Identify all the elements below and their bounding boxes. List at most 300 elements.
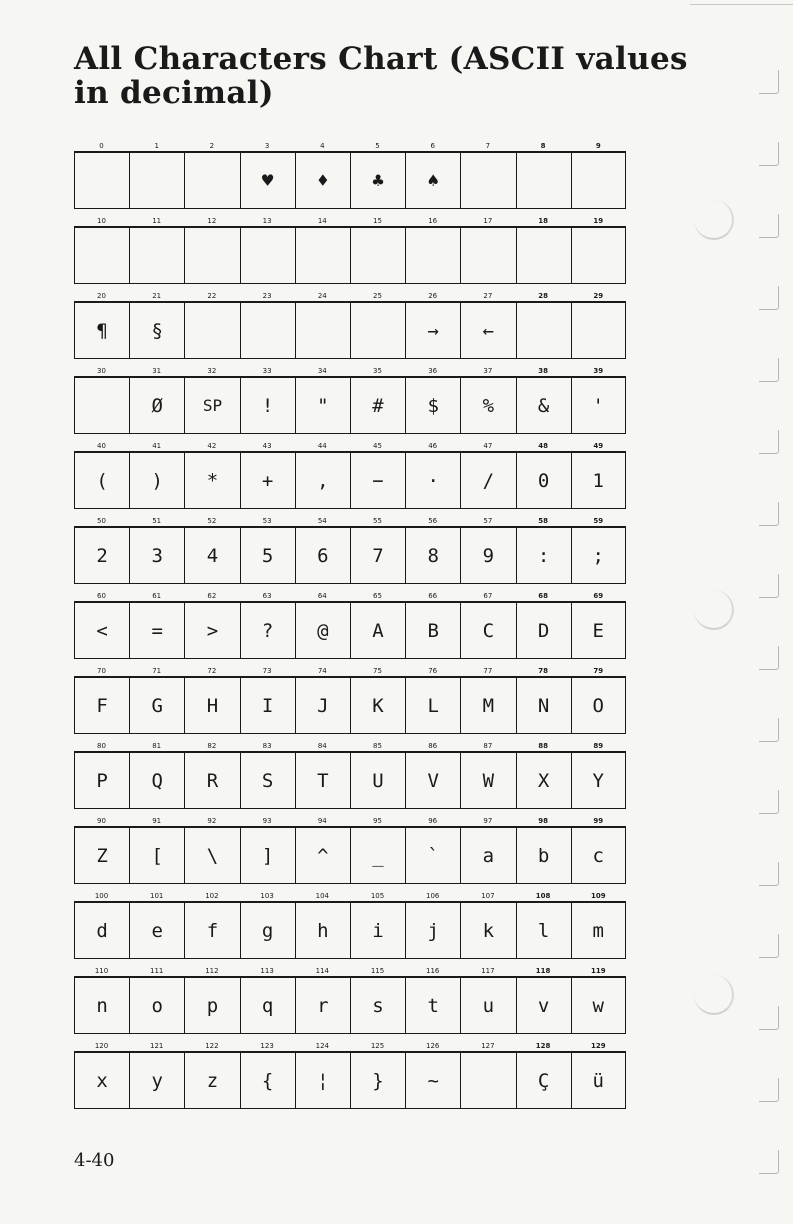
- character-cell: 6: [295, 528, 350, 583]
- ascii-code-label: 76: [428, 667, 438, 675]
- ascii-code-label: 121: [150, 1042, 164, 1050]
- binder-tab-mark: [759, 790, 779, 814]
- ascii-code-label: 46: [428, 442, 438, 450]
- ascii-code-label: 35: [373, 367, 382, 375]
- ascii-code-label: 73: [262, 667, 272, 675]
- ascii-code-label: 52: [207, 517, 217, 525]
- ascii-code-label: 91: [152, 817, 162, 825]
- character-cell: [: [129, 828, 184, 883]
- character-cell: w: [571, 978, 626, 1033]
- character-cell: [350, 303, 405, 358]
- character-cell: +: [240, 453, 295, 508]
- page-number: 4-40: [74, 1150, 115, 1171]
- character-cell: ): [129, 453, 184, 508]
- character-cell: →: [405, 303, 460, 358]
- character-cell: [184, 228, 239, 283]
- character-cell: 1: [571, 453, 626, 508]
- character-cell: ♥: [240, 153, 295, 208]
- binder-tab-mark: [759, 142, 779, 166]
- ascii-code-label: 72: [207, 667, 217, 675]
- character-cell: [460, 228, 515, 283]
- ascii-code-label: 87: [483, 742, 493, 750]
- character-cell: h: [295, 903, 350, 958]
- chart-row: [74, 441, 626, 516]
- binder-tab-mark: [759, 646, 779, 670]
- character-cell: [516, 153, 571, 208]
- binder-tab-mark: [759, 934, 779, 958]
- ascii-code-label: 71: [152, 667, 162, 675]
- ascii-code-label: 16: [428, 217, 438, 225]
- ascii-code-label: 127: [481, 1042, 495, 1050]
- ascii-code-label: 7: [485, 142, 491, 150]
- character-cell: [571, 303, 626, 358]
- ascii-code-label: 81: [152, 742, 162, 750]
- ascii-code-label: 82: [207, 742, 217, 750]
- character-cell: §: [129, 303, 184, 358]
- ascii-code-label: 85: [373, 742, 382, 750]
- character-cell: S: [240, 753, 295, 808]
- ascii-code-label: 80: [97, 742, 106, 750]
- ascii-code-label: 31: [152, 367, 162, 375]
- character-cell: ?: [240, 603, 295, 658]
- character-strip: [74, 1051, 626, 1109]
- character-cell: %: [460, 378, 515, 433]
- character-cell: j: [405, 903, 460, 958]
- character-cell: [74, 228, 129, 283]
- ascii-code-label: 56: [428, 517, 438, 525]
- character-cell: 9: [460, 528, 515, 583]
- ascii-code-label: 110: [94, 967, 109, 975]
- character-cell: SP: [184, 378, 239, 433]
- character-cell: 2: [74, 528, 129, 583]
- character-cell: o: [129, 978, 184, 1033]
- character-cell: E: [571, 603, 626, 658]
- ascii-code-label: 78: [538, 667, 548, 675]
- ascii-code-label: 23: [262, 292, 272, 300]
- character-cell: [405, 228, 460, 283]
- character-cell: v: [516, 978, 571, 1033]
- ascii-code-label: 58: [538, 517, 548, 525]
- character-cell: 7: [350, 528, 405, 583]
- character-cell: X: [516, 753, 571, 808]
- ascii-code-label: 74: [317, 667, 327, 675]
- ascii-code-label: 69: [593, 592, 604, 600]
- character-cell: {: [240, 1053, 295, 1108]
- character-cell: [571, 228, 626, 283]
- character-cell: ;: [571, 528, 626, 583]
- character-cell: 8: [405, 528, 460, 583]
- character-cell: C: [460, 603, 515, 658]
- character-cell: [74, 153, 129, 208]
- character-cell: y: [129, 1053, 184, 1108]
- binder-tab-mark: [759, 862, 779, 886]
- ascii-code-label: 122: [205, 1042, 219, 1050]
- character-cell: ': [571, 378, 626, 433]
- ascii-code-label: 41: [152, 442, 162, 450]
- character-cell: Y: [571, 753, 626, 808]
- ascii-code-label: 42: [207, 442, 217, 450]
- character-cell: ]: [240, 828, 295, 883]
- ascii-code-label: 63: [262, 592, 272, 600]
- ascii-code-label: 111: [150, 967, 164, 975]
- character-cell: t: [405, 978, 460, 1033]
- character-cell: ♣: [350, 153, 405, 208]
- character-strip: [74, 376, 626, 434]
- character-cell: \: [184, 828, 239, 883]
- ascii-code-label: 19: [593, 217, 604, 225]
- character-cell: K: [350, 678, 405, 733]
- ascii-code-label: 126: [426, 1042, 440, 1050]
- ascii-code-label: 53: [262, 517, 272, 525]
- character-cell: k: [460, 903, 515, 958]
- ascii-code-label: 125: [370, 1042, 385, 1050]
- character-cell: J: [295, 678, 350, 733]
- character-strip: [74, 901, 626, 959]
- character-cell: [460, 1053, 515, 1108]
- ascii-code-label: 103: [260, 892, 274, 900]
- ascii-code-label: 116: [426, 967, 440, 975]
- ascii-code-label: 108: [535, 892, 551, 900]
- character-cell: V: [405, 753, 460, 808]
- ascii-code-label: 59: [593, 517, 604, 525]
- character-cell: [129, 153, 184, 208]
- ascii-code-label: 33: [262, 367, 272, 375]
- binder-tab-mark: [759, 1006, 779, 1030]
- ascii-code-label: 45: [373, 442, 382, 450]
- character-cell: T: [295, 753, 350, 808]
- character-cell: D: [516, 603, 571, 658]
- ascii-code-label: 120: [94, 1042, 109, 1050]
- ascii-code-label: 65: [373, 592, 382, 600]
- ascii-code-label: 17: [483, 217, 493, 225]
- ascii-code-label: 67: [483, 592, 493, 600]
- ascii-code-label: 36: [428, 367, 438, 375]
- ascii-code-label: 96: [428, 817, 438, 825]
- character-cell: Z: [74, 828, 129, 883]
- binder-tab-mark: [759, 430, 779, 454]
- character-cell: i: [350, 903, 405, 958]
- ascii-code-label: 24: [317, 292, 327, 300]
- ascii-code-label: 99: [593, 817, 604, 825]
- character-cell: [516, 228, 571, 283]
- character-strip: [74, 301, 626, 359]
- ascii-code-label: 54: [317, 517, 327, 525]
- ascii-code-label: 113: [260, 967, 274, 975]
- character-cell: r: [295, 978, 350, 1033]
- ascii-code-label: 22: [207, 292, 217, 300]
- binder-tab-mark: [759, 214, 779, 238]
- ascii-code-label: 92: [207, 817, 217, 825]
- chart-row: [74, 366, 626, 441]
- ascii-code-label: 9: [595, 142, 601, 150]
- character-cell: x: [74, 1053, 129, 1108]
- ascii-code-label: 3: [264, 142, 270, 150]
- ascii-code-label: 60: [97, 592, 106, 600]
- ascii-code-label: 75: [373, 667, 382, 675]
- character-cell: $: [405, 378, 460, 433]
- ascii-code-label: 62: [207, 592, 217, 600]
- character-cell: Ç: [516, 1053, 571, 1108]
- character-cell: b: [516, 828, 571, 883]
- binder-tab-mark: [759, 1150, 779, 1174]
- ascii-code-label: 101: [150, 892, 164, 900]
- character-cell: (: [74, 453, 129, 508]
- character-strip: [74, 451, 626, 509]
- ascii-code-label: 102: [205, 892, 219, 900]
- character-cell: =: [129, 603, 184, 658]
- ascii-code-label: 12: [207, 217, 217, 225]
- ascii-code-label: 118: [535, 967, 551, 975]
- character-cell: :: [516, 528, 571, 583]
- character-cell: [295, 303, 350, 358]
- ascii-code-label: 15: [373, 217, 382, 225]
- ascii-code-label: 1: [154, 142, 159, 150]
- ascii-code-label: 109: [590, 892, 606, 900]
- ascii-code-label: 119: [590, 967, 606, 975]
- binder-tab-mark: [759, 286, 779, 310]
- character-cell: l: [516, 903, 571, 958]
- ascii-code-label: 104: [315, 892, 329, 900]
- character-cell: !: [240, 378, 295, 433]
- character-strip: [74, 601, 626, 659]
- character-cell: @: [295, 603, 350, 658]
- binder-tab-mark: [759, 358, 779, 382]
- ascii-code-label: 98: [538, 817, 548, 825]
- ascii-code-label: 70: [97, 667, 106, 675]
- character-cell: ←: [460, 303, 515, 358]
- chart-row: [74, 516, 626, 591]
- ascii-code-label: 39: [593, 367, 604, 375]
- ascii-code-label: 124: [315, 1042, 329, 1050]
- ascii-code-label: 86: [428, 742, 438, 750]
- character-cell: [184, 153, 239, 208]
- ascii-code-label: 107: [481, 892, 495, 900]
- ascii-code-label: 129: [590, 1042, 606, 1050]
- character-cell: −: [350, 453, 405, 508]
- character-cell: _: [350, 828, 405, 883]
- ascii-code-label: 88: [538, 742, 548, 750]
- ascii-code-label: 5: [375, 142, 380, 150]
- ascii-code-label: 50: [97, 517, 106, 525]
- character-cell: [516, 303, 571, 358]
- character-cell: I: [240, 678, 295, 733]
- ascii-code-label: 95: [373, 817, 382, 825]
- character-cell: z: [184, 1053, 239, 1108]
- character-cell: ü: [571, 1053, 626, 1108]
- chart-row: [74, 666, 626, 741]
- ascii-code-label: 27: [483, 292, 493, 300]
- character-cell: B: [405, 603, 460, 658]
- chart-row: [74, 591, 626, 666]
- ascii-code-label: 18: [538, 217, 548, 225]
- page-title: All Characters Chart (ASCII values in decimal): [74, 41, 688, 111]
- chart-row: [74, 816, 626, 891]
- character-cell: ¦: [295, 1053, 350, 1108]
- character-cell: d: [74, 903, 129, 958]
- ascii-code-label: 21: [152, 292, 162, 300]
- ascii-code-label: 47: [483, 442, 493, 450]
- character-strip: [74, 526, 626, 584]
- character-cell: F: [74, 678, 129, 733]
- binder-tab-mark: [759, 574, 779, 598]
- character-cell: [184, 303, 239, 358]
- character-cell: Ø: [129, 378, 184, 433]
- ascii-code-label: 32: [207, 367, 217, 375]
- ascii-code-label: 43: [262, 442, 272, 450]
- ascii-code-label: 13: [262, 217, 272, 225]
- binder-tab-mark: [759, 718, 779, 742]
- binder-tab-margin: [740, 0, 793, 1224]
- ascii-code-label: 10: [97, 217, 106, 225]
- binder-tab-mark: [759, 70, 779, 94]
- ascii-code-label: 90: [97, 817, 106, 825]
- character-cell: a: [460, 828, 515, 883]
- character-cell: ·: [405, 453, 460, 508]
- ascii-code-label: 115: [370, 967, 385, 975]
- character-cell: n: [74, 978, 129, 1033]
- ascii-code-label: 30: [97, 367, 106, 375]
- character-cell: [460, 153, 515, 208]
- character-cell: H: [184, 678, 239, 733]
- ascii-code-label: 6: [430, 142, 435, 150]
- binder-tab-mark: [759, 1078, 779, 1102]
- character-cell: &: [516, 378, 571, 433]
- character-cell: 0: [516, 453, 571, 508]
- ascii-code-label: 114: [315, 967, 329, 975]
- binder-ring-hole: [694, 590, 734, 630]
- ascii-code-label: 37: [483, 367, 493, 375]
- character-cell: A: [350, 603, 405, 658]
- character-cell: f: [184, 903, 239, 958]
- character-cell: #: [350, 378, 405, 433]
- character-cell: ~: [405, 1053, 460, 1108]
- ascii-code-label: 55: [373, 517, 382, 525]
- chart-row: [74, 1041, 626, 1116]
- ascii-code-label: 68: [538, 592, 548, 600]
- character-cell: 3: [129, 528, 184, 583]
- ascii-code-label: 26: [428, 292, 438, 300]
- character-chart: [74, 141, 626, 1116]
- character-cell: Q: [129, 753, 184, 808]
- character-cell: U: [350, 753, 405, 808]
- character-cell: 5: [240, 528, 295, 583]
- character-cell: c: [571, 828, 626, 883]
- ascii-code-label: 77: [483, 667, 493, 675]
- ascii-code-label: 123: [260, 1042, 274, 1050]
- ascii-code-label: 20: [97, 292, 106, 300]
- character-cell: p: [184, 978, 239, 1033]
- character-cell: u: [460, 978, 515, 1033]
- character-cell: P: [74, 753, 129, 808]
- ascii-code-label: 2: [209, 142, 215, 150]
- character-strip: [74, 751, 626, 809]
- character-cell: }: [350, 1053, 405, 1108]
- character-cell: <: [74, 603, 129, 658]
- character-cell: ¶: [74, 303, 129, 358]
- ascii-code-label: 0: [99, 142, 104, 150]
- character-strip: [74, 826, 626, 884]
- ascii-code-label: 105: [370, 892, 385, 900]
- ascii-code-label: 97: [483, 817, 493, 825]
- ascii-code-label: 93: [262, 817, 272, 825]
- character-cell: m: [571, 903, 626, 958]
- ascii-code-label: 8: [540, 142, 546, 150]
- ascii-code-label: 34: [317, 367, 327, 375]
- ascii-code-label: 117: [481, 967, 495, 975]
- character-strip: [74, 676, 626, 734]
- character-cell: W: [460, 753, 515, 808]
- character-cell: O: [571, 678, 626, 733]
- ascii-code-label: 40: [97, 442, 106, 450]
- ascii-code-label: 51: [152, 517, 162, 525]
- character-cell: `: [405, 828, 460, 883]
- ascii-code-label: 14: [317, 217, 327, 225]
- ascii-code-label: 57: [483, 517, 493, 525]
- character-cell: G: [129, 678, 184, 733]
- ascii-code-label: 128: [535, 1042, 551, 1050]
- ascii-code-label: 44: [317, 442, 327, 450]
- character-strip: [74, 976, 626, 1034]
- binder-ring-hole: [694, 975, 734, 1015]
- chart-row: [74, 216, 626, 291]
- character-strip: [74, 151, 626, 209]
- character-cell: [295, 228, 350, 283]
- character-cell: ,: [295, 453, 350, 508]
- chart-row: [74, 966, 626, 1041]
- ascii-code-label: 25: [373, 292, 382, 300]
- character-cell: 4: [184, 528, 239, 583]
- ascii-code-label: 48: [538, 442, 548, 450]
- ascii-code-label: 84: [317, 742, 327, 750]
- ascii-code-label: 79: [593, 667, 604, 675]
- character-cell: s: [350, 978, 405, 1033]
- character-cell: [240, 303, 295, 358]
- chart-row: [74, 291, 626, 366]
- ascii-code-label: 49: [593, 442, 604, 450]
- ascii-code-label: 100: [94, 892, 109, 900]
- ascii-code-label: 61: [152, 592, 162, 600]
- character-cell: *: [184, 453, 239, 508]
- ascii-code-label: 106: [426, 892, 440, 900]
- chart-row: [74, 891, 626, 966]
- ascii-code-label: 28: [538, 292, 548, 300]
- character-cell: ^: [295, 828, 350, 883]
- character-cell: [350, 228, 405, 283]
- character-cell: N: [516, 678, 571, 733]
- ascii-code-label: 4: [320, 142, 325, 150]
- character-cell: [74, 378, 129, 433]
- ascii-code-label: 112: [205, 967, 219, 975]
- character-cell: [571, 153, 626, 208]
- character-strip: [74, 226, 626, 284]
- ascii-code-label: 64: [317, 592, 327, 600]
- character-cell: ": [295, 378, 350, 433]
- character-cell: [129, 228, 184, 283]
- character-cell: q: [240, 978, 295, 1033]
- character-cell: [240, 228, 295, 283]
- character-cell: L: [405, 678, 460, 733]
- ascii-code-label: 94: [317, 817, 327, 825]
- binder-tab-mark: [759, 502, 779, 526]
- chart-row: [74, 741, 626, 816]
- character-cell: M: [460, 678, 515, 733]
- character-cell: g: [240, 903, 295, 958]
- ascii-code-label: 83: [262, 742, 272, 750]
- character-cell: e: [129, 903, 184, 958]
- ascii-code-label: 38: [538, 367, 548, 375]
- binder-ring-hole: [694, 200, 734, 240]
- ascii-code-label: 66: [428, 592, 438, 600]
